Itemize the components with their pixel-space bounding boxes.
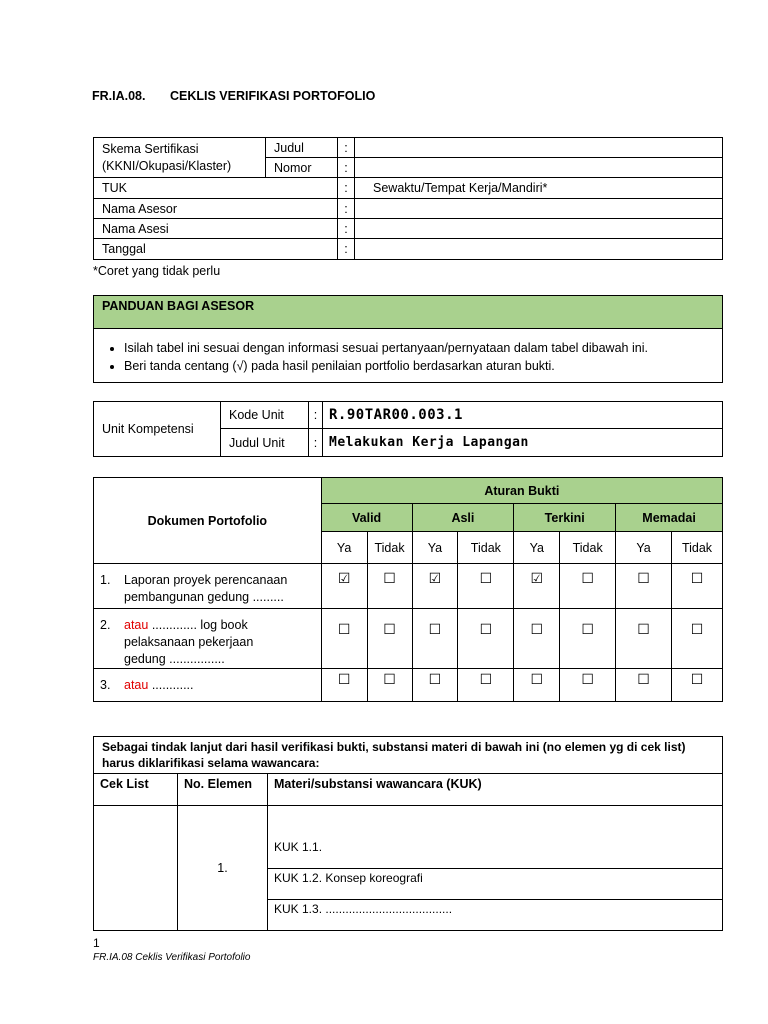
- checkbox-unchecked[interactable]: ☐: [637, 571, 650, 587]
- check-cell: [671, 564, 722, 609]
- criteria-asli: Asli: [412, 504, 514, 532]
- kode-unit-value: R.90TAR00.003.1: [323, 402, 723, 429]
- panduan-title: PANDUAN BAGI ASESOR: [94, 296, 723, 329]
- portfolio-row: [94, 669, 723, 702]
- tidak-header: Tidak: [367, 532, 412, 564]
- checkbox-checked[interactable]: ☑: [428, 571, 442, 587]
- nomor-label: Nomor: [266, 158, 338, 178]
- check-cell: [367, 669, 412, 702]
- unit-table: Unit Kompetensi Kode Unit : R.90TAR00.003.1 Judul Unit : Melakukan Kerja Lapangan: [93, 401, 723, 457]
- dokumen-cell: 1. Laporan proyek perencanaan pembangunan gedung .........: [94, 564, 322, 609]
- check-cell: [514, 564, 560, 609]
- ya-header: Ya: [412, 532, 458, 564]
- nomor-value[interactable]: [355, 158, 723, 178]
- tuk-value[interactable]: Sewaktu/Tempat Kerja/Mandiri*: [355, 178, 723, 199]
- check-cell: [321, 609, 367, 669]
- checkbox-unchecked[interactable]: ☐: [479, 622, 493, 638]
- checkbox-unchecked[interactable]: ☐: [581, 672, 594, 688]
- check-cell: [671, 669, 722, 702]
- checkbox-unchecked[interactable]: ☐: [690, 672, 704, 688]
- checkbox-checked[interactable]: ☑: [337, 571, 351, 587]
- checkbox-unchecked[interactable]: ☐: [428, 622, 442, 638]
- panduan-item: • Beri tanda centang (√) pada hasil penilaian portfolio berdasarkan aturan bukti.: [124, 358, 708, 374]
- check-cell: [412, 669, 458, 702]
- checkbox-unchecked[interactable]: ☐: [581, 571, 594, 587]
- checkbox-unchecked[interactable]: ☐: [428, 672, 442, 688]
- portfolio-row: [94, 609, 723, 669]
- panduan-item: • Isilah tabel ini sesuai dengan informasi sesuai pertanyaan/pernyataan dalam tabel dibawah ini.: [124, 340, 708, 356]
- skema-label: Skema Sertifikasi (KKNI/Okupasi/Klaster): [94, 138, 266, 178]
- ceklist-cell[interactable]: [94, 806, 178, 931]
- portfolio-table: [93, 477, 723, 702]
- check-cell: [367, 609, 412, 669]
- dokumen-header: Dokumen Portofolio: [94, 478, 322, 564]
- unit-kompetensi-label: Unit Kompetensi: [94, 402, 221, 457]
- checkbox-checked[interactable]: ☑: [530, 571, 544, 587]
- check-cell: [458, 669, 514, 702]
- checkbox-unchecked[interactable]: ☐: [383, 672, 396, 688]
- ya-header: Ya: [321, 532, 367, 564]
- page-title: CEKLIS VERIFIKASI PORTOFOLIO: [170, 89, 376, 103]
- check-cell: [321, 669, 367, 702]
- criteria-memadai: Memadai: [616, 504, 723, 532]
- check-cell: [616, 609, 672, 669]
- page-number: 1: [93, 936, 100, 950]
- checkbox-unchecked[interactable]: ☐: [383, 571, 396, 587]
- kode-unit-label: Kode Unit: [221, 402, 309, 429]
- check-cell: [321, 564, 367, 609]
- check-cell: [412, 564, 458, 609]
- kuk-item: KUK 1.3. ......................................: [268, 900, 723, 931]
- check-cell: [514, 669, 560, 702]
- nama-asesi-label: Nama Asesi: [94, 219, 338, 239]
- checkbox-unchecked[interactable]: ☐: [479, 571, 493, 587]
- dokumen-cell: 2. atau ............. log book pelaksanaan pekerjaan gedung ................: [94, 609, 322, 669]
- check-cell: [671, 609, 722, 669]
- aturan-bukti-header: Aturan Bukti: [321, 478, 722, 504]
- checkbox-unchecked[interactable]: ☐: [690, 571, 704, 587]
- ya-header: Ya: [616, 532, 672, 564]
- judul-value[interactable]: [355, 138, 723, 158]
- tanggal-value[interactable]: [355, 239, 723, 260]
- info-table: Skema Sertifikasi (KKNI/Okupasi/Klaster) Judul : Nomor : TUK : Sewaktu/Tempat Kerja/Mandiri* Nama Asesor : Nama Asesi : Tanggal :: [93, 137, 723, 260]
- checkbox-unchecked[interactable]: ☐: [581, 622, 594, 638]
- footnote: *Coret yang tidak perlu: [93, 264, 221, 278]
- checkbox-unchecked[interactable]: ☐: [337, 622, 351, 638]
- judul-unit-label: Judul Unit: [221, 429, 309, 457]
- checkbox-unchecked[interactable]: ☐: [637, 672, 650, 688]
- check-cell: [458, 609, 514, 669]
- criteria-valid: Valid: [321, 504, 412, 532]
- ya-header: Ya: [514, 532, 560, 564]
- check-cell: [616, 564, 672, 609]
- check-cell: [458, 564, 514, 609]
- check-cell: [560, 609, 616, 669]
- portfolio-row: [94, 564, 723, 609]
- tuk-label: TUK: [94, 178, 338, 199]
- tindak-lanjut-table: [93, 736, 723, 931]
- panduan-table: [93, 295, 723, 383]
- tidak-header: Tidak: [560, 532, 616, 564]
- tanggal-label: Tanggal: [94, 239, 338, 260]
- elemen-no: 1.: [178, 806, 268, 931]
- col-materi: Materi/substansi wawancara (KUK): [268, 774, 723, 806]
- check-cell: [616, 669, 672, 702]
- checkbox-unchecked[interactable]: ☐: [530, 672, 544, 688]
- tidak-header: Tidak: [458, 532, 514, 564]
- check-cell: [560, 564, 616, 609]
- dokumen-cell: 3. atau ............: [94, 669, 322, 702]
- judul-label: Judul: [266, 138, 338, 158]
- check-cell: [560, 669, 616, 702]
- tidak-header: Tidak: [671, 532, 722, 564]
- checkbox-unchecked[interactable]: ☐: [383, 622, 396, 638]
- checkbox-unchecked[interactable]: ☐: [690, 622, 704, 638]
- judul-unit-value: Melakukan Kerja Lapangan: [323, 429, 723, 457]
- col-ceklist: Cek List: [94, 774, 178, 806]
- criteria-terkini: Terkini: [514, 504, 616, 532]
- check-cell: [514, 609, 560, 669]
- kuk-item: KUK 1.2. Konsep koreografi: [268, 869, 723, 900]
- tindak-lanjut-intro: Sebagai tindak lanjut dari hasil verifikasi bukti, substansi materi di bawah ini (no elemen yg di cek list) harus diklarifikasi selama wawancara:: [94, 737, 723, 774]
- check-cell: [367, 564, 412, 609]
- checkbox-unchecked[interactable]: ☐: [337, 672, 351, 688]
- nama-asesi-value[interactable]: [355, 219, 723, 239]
- check-cell: [412, 609, 458, 669]
- panduan-body: [94, 329, 723, 383]
- checkbox-unchecked[interactable]: ☐: [530, 622, 544, 638]
- form-code: FR.IA.08.: [92, 89, 146, 103]
- checkbox-unchecked[interactable]: ☐: [479, 672, 493, 688]
- kuk-item: KUK 1.1.: [268, 806, 723, 869]
- nama-asesor-value[interactable]: [355, 199, 723, 219]
- footer-doc-name: FR.IA.08 Ceklis Verifikasi Portofolio: [93, 952, 251, 963]
- nama-asesor-label: Nama Asesor: [94, 199, 338, 219]
- col-elemen: No. Elemen: [178, 774, 268, 806]
- checkbox-unchecked[interactable]: ☐: [637, 622, 650, 638]
